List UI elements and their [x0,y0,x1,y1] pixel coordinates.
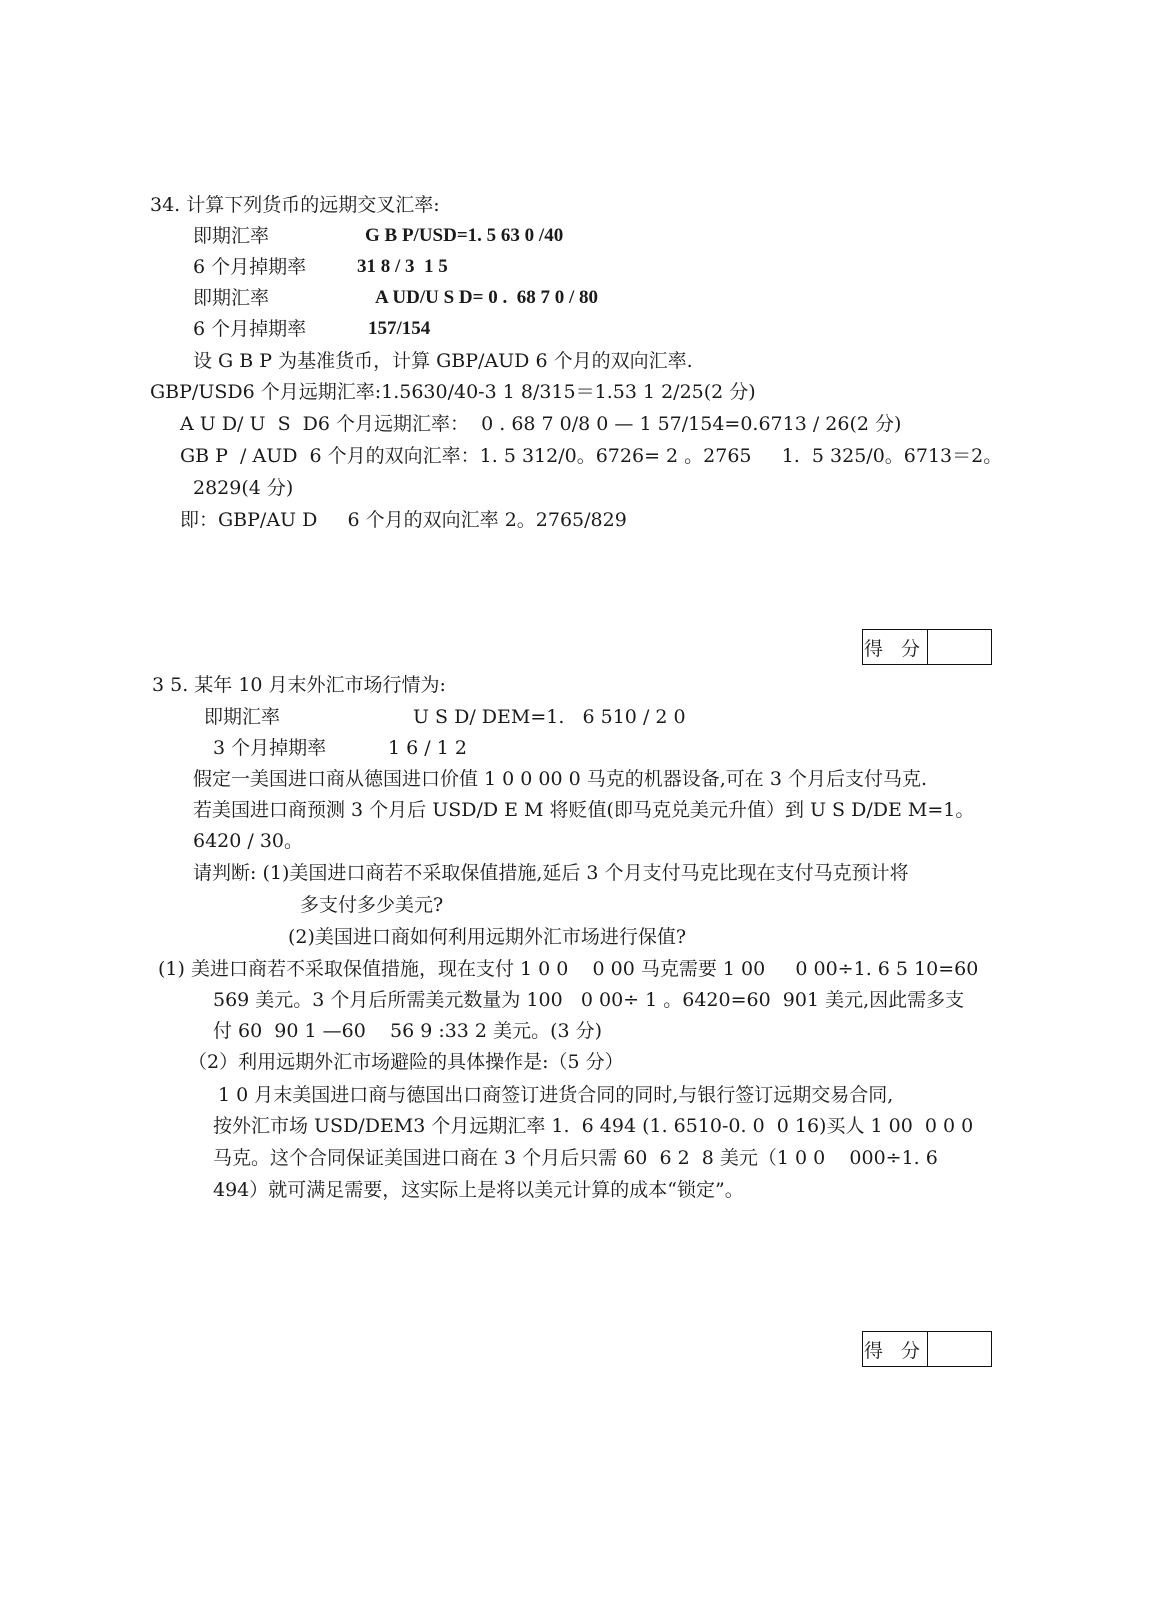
q35-paragraph-1: 假定一美国进口商从德国进口价值 1 0 0 00 0 马克的机器设备,可在 3 个月后支付马克. [193,768,928,790]
q34-answer-line-3: GB P / AUD 6 个月的双向汇率：1. 5 312/0。6726= 2 。2765 1. 5 325/0。6713＝2。 [180,445,1003,467]
score-cell [928,1332,991,1366]
q35-spot-label: 即期汇率 [204,706,281,728]
q34-answer-line-1: GBP/USD6 个月远期汇率:1.5630/40-3 1 8/315＝1.53 1 2/25(2 分) [150,381,756,403]
q35-question-a-2: 多支付多少美元? [300,894,444,916]
q34-title: 34. 计算下列货币的远期交叉汇率: [150,194,440,216]
q35-answer-2-line-2: 按外汇市场 USD/DEM3 个月远期汇率 1. 6 494 (1. 6510-0. 0 0 16)买人 1 00 0 0 0 [213,1115,974,1137]
q35-answer-1-line-3: 付 60 90 1 —60 56 9 :33 2 美元。(3 分) [213,1020,603,1042]
q35-spot-value: U S D/ DEM=1. 6 510 / 2 0 [413,706,686,728]
q35-question-a-1: 请判断: (1)美国进口商若不采取保值措施,延后 3 个月支付马克比现在支付马克预计将 [193,862,909,884]
q35-swap-value: 1 6 / 1 2 [388,737,467,759]
q34-spot1-label: 即期汇率 [193,225,270,247]
q34-answer-line-2: A U D/ U S D6 个月远期汇率： 0 . 68 7 0/8 0 — 1 57/154=0.6713 / 26(2 分) [180,413,902,435]
score-label: 得 分 [863,1332,928,1366]
score-box [862,629,992,665]
score-box [862,1331,992,1367]
q34-fwd2-value: 157/154 [368,318,431,339]
q34-spot2-value: A UD/U S D= 0 . 68 7 0 / 80 [375,287,599,308]
q35-title: 3 5. 某年 10 月末外汇市场行情为: [152,674,446,696]
q34-answer-line-4: 2829(4 分) [193,477,294,499]
q34-fwd2-label: 6 个月掉期率 [193,318,307,340]
q34-spot1-value: G B P/USD=1. 5 63 0 /40 [365,225,564,246]
q35-question-b: (2)美国进口商如何利用远期外汇市场进行保值? [288,926,687,948]
q35-answer-2-line-4: 494）就可满足需要，这实际上是将以美元计算的成本“锁定”。 [213,1179,744,1201]
q34-answer-line-5: 即：GBP/AU D 6 个月的双向汇率 2。2765/829 [180,509,627,531]
q35-swap-label: 3 个月掉期率 [213,737,327,759]
q34-fwd1-label: 6 个月掉期率 [193,256,307,278]
score-label: 得 分 [863,630,928,664]
q35-paragraph-2: 若美国进口商预测 3 个月后 USD/D E M 将贬值(即马克兑美元升值）到 U S D/DE M=1。 [193,799,975,821]
q34-fwd1-value: 31 8 / 3 1 5 [357,256,448,277]
q35-paragraph-3: 6420 / 30。 [193,830,304,852]
q34-task: 设 G B P 为基准货币，计算 GBP/AUD 6 个月的双向汇率. [193,350,693,372]
q34-spot2-label: 即期汇率 [193,287,270,309]
score-cell [928,630,991,664]
q35-answer-2-line-3: 马克。这个合同保证美国进口商在 3 个月后只需 60 6 2 8 美元（1 0 0 000÷1. 6 [213,1147,938,1169]
q35-answer-2-heading: （2）利用远期外汇市场避险的具体操作是:（5 分） [188,1051,624,1073]
q35-answer-1-line-2: 569 美元。3 个月后所需美元数量为 100 0 00÷ 1 。6420=60 901 美元,因此需多支 [213,989,965,1011]
q35-answer-1-line-1: (1) 美进口商若不采取保值措施，现在支付 1 0 0 0 00 马克需要 1 00 0 00÷1. 6 5 10=60 [158,958,979,980]
q35-answer-2-line-1: 1 0 月末美国进口商与德国出口商签订进货合同的同时,与银行签订远期交易合同, [218,1084,894,1106]
